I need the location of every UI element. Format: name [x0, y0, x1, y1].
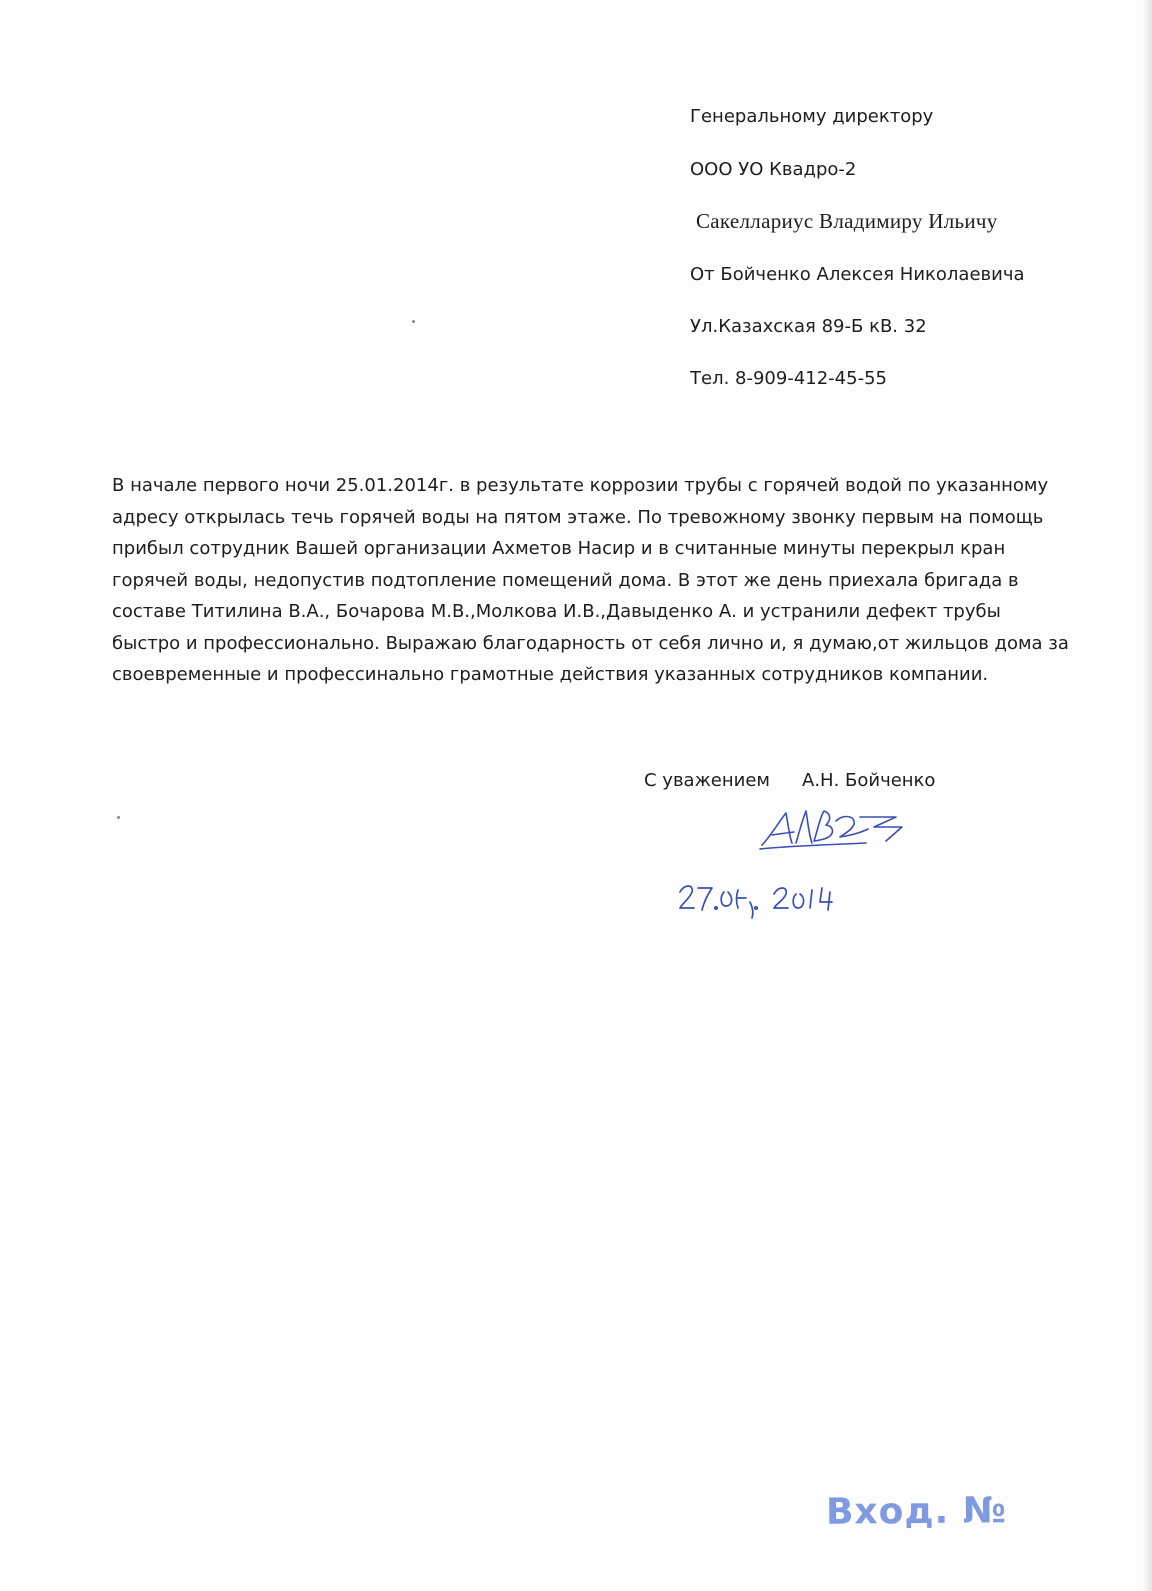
addressee-company: ООО УО Квадро-2	[690, 159, 857, 180]
scan-edge-shadow	[1142, 0, 1152, 1591]
body-line-5: составе Титилина В.А., Бочарова М.В.,Молкова И.В.,Давыденко А. и устранили дефект трубы	[112, 601, 1001, 622]
body-line-3: прибыл сотрудник Вашей организации Ахметов Насир и в считанные минуты перекрыл кран	[112, 538, 1006, 559]
letter-body	[112, 470, 1082, 691]
body-line-6: быстро и профессионально. Выражаю благодарность от себя лично и, я думаю,от жильцов дома за	[112, 632, 1069, 654]
sender-name: От Бойченко Алексея Николаевича	[690, 264, 1025, 285]
body-line-1: В начале первого ночи 25.01.2014г. в результате коррозии трубы с горячей водой по указанному	[112, 475, 1049, 496]
scan-speck	[412, 320, 415, 323]
addressee-position: Генеральному директору	[690, 106, 934, 127]
closing-signer-name: А.Н. Бойченко	[802, 770, 936, 791]
handwritten-date	[676, 872, 876, 922]
body-line-7: своевременные и профессинально грамотные действия указанных сотрудников компании.	[112, 664, 989, 685]
incoming-number-stamp: Вход. №	[825, 1490, 1008, 1533]
addressee-name: Сакеллариус Владимиру Ильичу	[696, 209, 998, 233]
closing-regards: С уважением	[644, 770, 770, 791]
closing-line	[644, 770, 935, 791]
sender-address: Ул.Казахская 89-Б кВ. 32	[690, 316, 927, 337]
handwritten-signature	[756, 805, 906, 855]
sender-phone: Тел. 8-909-412-45-55	[690, 368, 887, 389]
scan-speck	[117, 816, 120, 819]
body-line-2: адресу открылась течь горячей воды на пятом этаже. По тревожному звонку первым на помощь	[112, 506, 1044, 528]
body-line-4: горячей воды, недопустив подтопление помещений дома. В этот же день приехала бригада в	[112, 569, 1019, 591]
